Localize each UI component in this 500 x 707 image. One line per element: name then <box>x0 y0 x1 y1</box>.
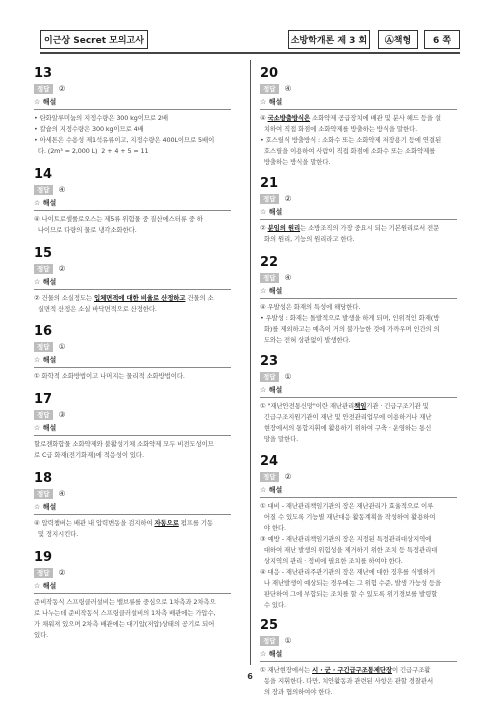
explanation-line: 망을 말한다. <box>260 435 299 443</box>
answer-value: ① <box>284 372 292 381</box>
explanation-label: ☆ 해설 <box>260 287 283 295</box>
explanation-line: 판단하여 그에 부합되는 조치를 할 수 있도록 위기경보를 발령할 <box>260 590 438 598</box>
text-segment: 펌프를 기동 <box>178 519 213 527</box>
explanation-line: ④ 대응 - 재난관리주관기관의 장은 재난에 대한 징후를 식별하거 <box>260 568 436 576</box>
explanation-label: ☆ 해설 <box>260 98 283 106</box>
question-number: 22 <box>260 255 279 270</box>
text-segment: ② 건물의 소실정도는 <box>34 294 95 302</box>
answer-row <box>34 488 231 499</box>
answer-row <box>260 371 457 382</box>
explanation-line: • 우발성 : 화재는 돌발적으로 발생을 하게 되며, 인위적인 화재(방 <box>260 314 440 322</box>
header-rule <box>40 52 460 54</box>
explanation-rule <box>260 661 457 662</box>
explanation-text <box>260 113 457 168</box>
explanation-rule <box>34 514 231 515</box>
text-segment: 는 소방조직의 가장 중요시 되는 기본원리로서 전문 <box>300 224 440 232</box>
exam-subject: 소방학개론 제 3 회 <box>288 30 370 49</box>
answer-value: ③ <box>58 410 66 419</box>
text-segment: ② <box>260 224 268 232</box>
explanation-rule <box>260 219 457 220</box>
explanation-line: 긴급구조지원기관이 재난 및 안전관리업무에 이용하거나 재난 <box>260 413 432 421</box>
explanation-label: ☆ 해설 <box>260 208 283 216</box>
question-block <box>34 471 231 540</box>
explanation-text <box>260 401 457 445</box>
answer-label: 정답 <box>34 84 53 94</box>
question-block <box>260 618 457 698</box>
explanation-line: 어질 수 있도록 기능별 재난대응 활동계획을 작성하여 활용하여 <box>260 513 436 521</box>
explanation-line: 준비작동식 스프링클러설비는 밸브류를 중심으로 1차측과 2차측으 <box>34 598 216 606</box>
question-number: 14 <box>34 167 53 182</box>
question-block <box>34 550 231 641</box>
answer-row <box>260 193 457 204</box>
answer-value: ② <box>58 568 66 577</box>
answer-row <box>260 471 457 482</box>
explanation-text <box>34 113 231 157</box>
answer-label: 정답 <box>34 410 53 420</box>
question-block <box>34 66 231 157</box>
underlined-keyword: 자동으로 <box>154 519 179 527</box>
explanation-line: 수 있다. <box>260 601 286 609</box>
question-number: 13 <box>34 66 53 81</box>
explanation-label: ☆ 해설 <box>34 356 57 364</box>
explanation-rule <box>260 109 457 110</box>
explanation-line <box>34 293 231 304</box>
explanation-line <box>260 223 457 234</box>
underlined-keyword: 국소방출방식은 <box>267 114 311 122</box>
text-segment: 기관 · 긴급구조기관 및 <box>366 402 429 410</box>
explanation-label: ☆ 해설 <box>34 424 57 432</box>
answer-label: 정답 <box>34 185 53 195</box>
question-block <box>34 167 231 236</box>
answer-label: 정답 <box>34 489 53 499</box>
answer-value: ④ <box>284 273 292 282</box>
text-segment: 소화약제 공급장치에 배관 및 분사 헤드 등을 설 <box>310 114 441 122</box>
explanation-text <box>34 439 231 461</box>
explanation-rule <box>34 210 231 211</box>
question-number: 19 <box>34 550 53 565</box>
explanation-line: ① 대비 - 재난관리책임기관의 장은 재난관리가 효율적으로 이루 <box>260 502 434 510</box>
right-column <box>260 66 457 698</box>
answer-row <box>34 567 231 578</box>
underlined-keyword: 분임의 원리 <box>267 224 301 232</box>
explanation-label: ☆ 해설 <box>260 386 283 394</box>
answer-label: 정답 <box>260 636 279 646</box>
explanation-text <box>260 302 457 346</box>
explanation-label: ☆ 해설 <box>34 582 57 590</box>
explanation-rule <box>34 367 231 368</box>
answer-value: ④ <box>58 185 66 194</box>
question-number: 16 <box>34 324 53 339</box>
question-block <box>260 454 457 611</box>
explanation-rule <box>34 593 231 594</box>
answer-value: ④ <box>284 84 292 93</box>
question-block <box>34 324 231 382</box>
text-segment: ④ 압력챔버는 배관 내 압력변동을 검지하여 <box>34 519 155 527</box>
answer-label: 정답 <box>34 264 53 274</box>
question-number: 21 <box>260 176 279 191</box>
explanation-text <box>34 518 231 540</box>
text-segment: ① "재난안전통신망"이란 재난관리 <box>260 402 355 410</box>
question-block <box>260 176 457 245</box>
explanation-line: • 호스릴식 방출방식 : 소화수 또는 소화약제 저장용기 등에 연결된 <box>260 136 442 144</box>
explanation-label: ☆ 해설 <box>260 650 283 658</box>
explanation-line: ④ 나이트로셀룰로오스는 제5류 위험물 중 질산에스터류 중 하 <box>34 215 203 223</box>
question-block <box>260 354 457 445</box>
underlined-keyword: 시 · 군 · 구긴급구조통제단장 <box>312 666 392 674</box>
explanation-rule <box>260 497 457 498</box>
answer-label: 정답 <box>260 84 279 94</box>
answer-value: ② <box>58 84 66 93</box>
explanation-line: 로 나누는데 준비작동식 스프링클러설비의 1차측 배관에는 가압수, <box>34 609 216 617</box>
question-number: 25 <box>260 618 279 633</box>
explanation-line <box>260 401 457 412</box>
text-segment: ① 재난현장에서는 <box>260 666 313 674</box>
booklet-type: Ⓐ책형 <box>378 30 418 49</box>
explanation-line: 나이므로 다량의 물로 냉각소화한다. <box>34 226 137 234</box>
explanation-line: 화)를 제외하고는 예측이 거의 불가능한 것에 가까우며 인간의 의 <box>260 325 440 333</box>
explanation-line: 로 C급 화재(전기화재)에 적응성이 있다. <box>34 451 144 459</box>
explanation-text <box>260 223 457 245</box>
answer-label: 정답 <box>260 194 279 204</box>
answer-row <box>260 83 457 94</box>
explanation-label: ☆ 해설 <box>34 278 57 286</box>
text-segment: ④ <box>260 114 268 122</box>
answer-row <box>34 341 231 352</box>
explanation-line: ③ 예방 - 재난관리책임기관의 장은 지정된 특정관리대상지역에 <box>260 535 432 543</box>
answer-label: 정답 <box>260 273 279 283</box>
explanation-line: 방출하는 방식을 말한다. <box>260 158 331 166</box>
explanation-line: 가 채워져 있으며 2차측 배관에는 대기압(저압)상태의 공기로 되어 <box>34 620 215 628</box>
explanation-line: 할로젠화합물 소화약제와 불활성기체 소화약제 모두 비전도성이므 <box>34 440 214 448</box>
answer-row <box>34 184 231 195</box>
explanation-rule <box>34 109 231 110</box>
explanation-text <box>34 293 231 315</box>
explanation-line: 의 장과 협의하여야 한다. <box>260 688 333 696</box>
explanation-label: ☆ 해설 <box>34 199 57 207</box>
answer-row <box>260 272 457 283</box>
explanation-line: 나 재난발생이 예상되는 경우에는 그 위험 수준, 발생 가능성 등을 <box>260 579 442 587</box>
left-column <box>34 66 231 641</box>
explanation-label: ☆ 해설 <box>34 503 57 511</box>
underlined-keyword: 입체면적에 대한 비율로 산정하고 <box>94 294 186 302</box>
text-segment: 건물의 소 <box>185 294 214 302</box>
answer-value: ② <box>284 194 292 203</box>
explanation-line: 있다. <box>34 631 49 639</box>
question-number: 24 <box>260 454 279 469</box>
page-header <box>40 30 460 49</box>
explanation-line: ④ 우발성은 화재의 특성에 해당한다. <box>260 303 361 311</box>
question-block <box>34 392 231 461</box>
explanation-line <box>260 113 457 124</box>
explanation-line: 동을 지휘한다. 다만, 치안활동과 관련된 사항은 관할 경찰관서 <box>260 677 434 685</box>
explanation-line: 다. (2m³ = 2,000 L) 2 + 4 + 5 = 11 <box>34 147 149 155</box>
answer-value: ② <box>58 264 66 273</box>
explanation-text <box>34 214 231 236</box>
question-number: 20 <box>260 66 279 81</box>
explanation-text <box>34 597 231 641</box>
explanation-line: 치하여 직접 화점에 소화약제를 방출하는 방식을 말한다. <box>260 125 418 133</box>
answer-value: ① <box>284 636 292 645</box>
exam-title: 이근상 Secret 모의고사 <box>40 30 148 49</box>
explanation-line: 도와는 전혀 상관없이 발생한다. <box>260 336 351 344</box>
explanation-line: ① 화학적 소화방법이고 나머지는 물리적 소화방법이다. <box>34 372 185 380</box>
answer-label: 정답 <box>260 472 279 482</box>
explanation-line: 호스릴을 이용하여 사람이 직접 화점에 소화수 또는 소화약제를 <box>260 147 436 155</box>
answer-label: 정답 <box>34 568 53 578</box>
explanation-label: ☆ 해설 <box>34 98 57 106</box>
answer-row <box>260 635 457 646</box>
underlined-keyword: 책임 <box>354 402 367 410</box>
answer-row <box>34 409 231 420</box>
answer-value: ① <box>58 342 66 351</box>
explanation-rule <box>34 435 231 436</box>
explanation-line: • 탄화알루미늄의 지정수량은 300 kg이므로 2배 <box>34 114 168 122</box>
explanation-rule <box>260 298 457 299</box>
question-number: 17 <box>34 392 53 407</box>
question-number: 15 <box>34 246 53 261</box>
explanation-text <box>260 665 457 698</box>
explanation-line: 대하여 재난 발생의 위험성을 제거하기 위한 조치 등 특정관리대 <box>260 546 438 554</box>
page-indicator: 6 쪽 <box>424 30 460 49</box>
question-block <box>260 66 457 168</box>
answer-label: 정답 <box>34 342 53 352</box>
explanation-line: • 칼슘의 지정수량은 300 kg이므로 4배 <box>34 125 144 133</box>
explanation-line: 상지역의 관리 · 정비에 필요한 조치를 하여야 한다. <box>260 557 403 565</box>
explanation-line: 현장에서의 통합지휘에 활용하기 위하여 구축 · 운영하는 통신 <box>260 424 432 432</box>
answer-row <box>34 83 231 94</box>
explanation-rule <box>34 289 231 290</box>
page-number: 6 <box>247 672 253 681</box>
text-segment: 이 긴급구조활 <box>391 666 431 674</box>
explanation-line: 화의 원리, 기능의 원리라고 한다. <box>260 235 355 243</box>
explanation-line: 실면적 산정은 소실 바닥면적으로 산정한다. <box>34 305 157 313</box>
question-block <box>34 246 231 315</box>
explanation-text <box>260 501 457 611</box>
answer-value: ④ <box>58 489 66 498</box>
explanation-line: 및 정지시킨다. <box>34 530 79 538</box>
question-number: 18 <box>34 471 53 486</box>
explanation-label: ☆ 해설 <box>260 486 283 494</box>
answer-row <box>34 263 231 274</box>
explanation-rule <box>260 397 457 398</box>
answer-label: 정답 <box>260 372 279 382</box>
answer-value: ② <box>284 472 292 481</box>
explanation-line: 야 한다. <box>260 524 286 532</box>
column-divider <box>250 60 251 665</box>
explanation-line: • 아세톤은 수용성 제1석유류이고, 지정수량은 400L이므로 5배이 <box>34 136 215 144</box>
explanation-line <box>34 518 231 529</box>
question-block <box>260 255 457 346</box>
explanation-text <box>34 371 231 382</box>
question-number: 23 <box>260 354 279 369</box>
